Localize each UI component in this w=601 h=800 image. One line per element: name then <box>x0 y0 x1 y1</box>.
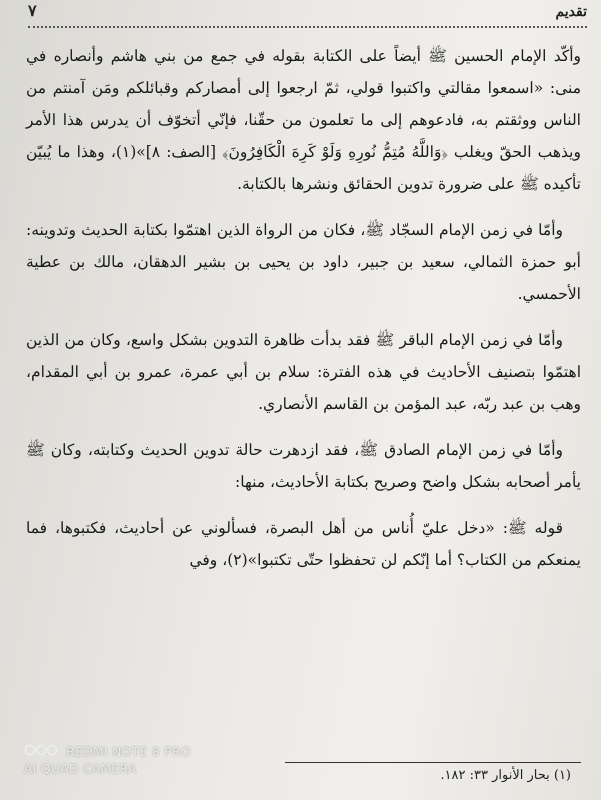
paragraph-quote: قوله ﷺ: «دخل عليّ أُناس من أهل البصرة، فسألوني عن أحاديث، فكتبوها، فما يمنعكم من الكتاب؟ أما إنّكم لن تحفظوا حتّى تكتبوا»(٢)، وفي <box>26 519 581 569</box>
paragraph-sajjad: وأمّا في زمن الإمام السجّاد ﷺ، فكان من الرواة الذين اهتمّوا بكتابة الحديث وتدوينه: أبو حمزة الثمالي، سعيد بن جبير، داود بن يحيى بن بشير الدهقان، مالك بن عطية الأحمسي. <box>26 221 581 303</box>
camera-lens-icon <box>24 744 58 761</box>
footnote: (١) بحار الأنوار ٣٣: ١٨٢. <box>440 768 571 783</box>
paragraph-hussein: وأكّد الإمام الحسين ﷺ أيضاً على الكتابة بقوله في جمع من بني هاشم وأنصاره في منى: «اسمعوا مقالتي واكتبوا قولي، ثمّ ارجعوا إلى أمصاركم وقبائلكم ومَن آمنتم من الناس ووثقتم به، فادعوهم إلى ما تعلمون من حقّنا، فإنّي أتخوّف أن يدرس هذا الأمر ويذهب الحقّ ويغلب ﴿وَاللَّهُ مُتِمُّ نُورِهِ وَلَوْ كَرِهَ الْكَافِرُونَ﴾ [الصف: ٨]»(١)، وهذا ما يُبيّن تأكيده ﷺ على ضرورة تدوين الحقائق ونشرها بالكتابة. <box>26 47 581 193</box>
running-header <box>28 1 587 28</box>
page-number: ٧ <box>28 1 37 20</box>
footnote-divider <box>285 762 581 763</box>
chapter-title: تقديم <box>555 4 587 20</box>
body-text <box>26 40 581 582</box>
watermark-camera: AI QUAD CAMERA <box>24 762 137 776</box>
watermark-model: REDMI NOTE 8 PRO <box>66 745 191 759</box>
paragraph-baqir: وأمّا في زمن الإمام الباقر ﷺ فقد بدأت ظاهرة التدوين بشكل واسع، وكان من الذين اهتمّوا بتصنيف الأحاديث في هذه الفترة: سلام بن أبي عمرة، عمرو بن أبي المقدام، وهب بن عبد ربّه، عبد المؤمن بن القاسم الأنصاري. <box>26 331 581 413</box>
paragraph-sadiq: وأمّا في زمن الإمام الصادق ﷺ، فقد ازدهرت حالة تدوين الحديث وكتابته، وكان ﷺ يأمر أصحابه بشكل واضح وصريح بكتابة الأحاديث، منها: <box>26 441 581 491</box>
camera-watermark <box>24 744 191 778</box>
